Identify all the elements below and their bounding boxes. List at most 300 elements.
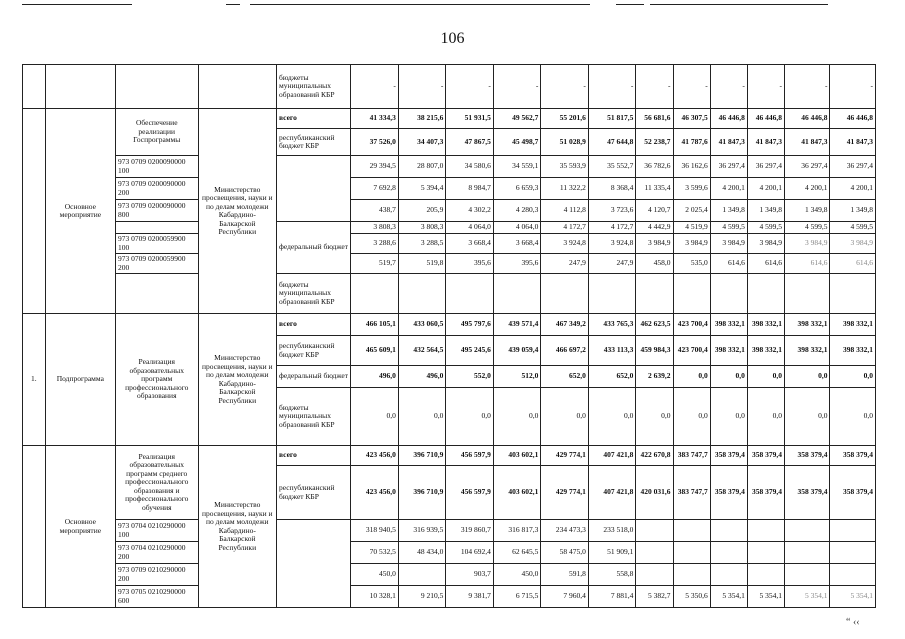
value-cell: 358 379,4 [747,446,784,466]
value-cell: 1 349,8 [747,200,784,222]
value-cell: 535,0 [673,254,710,274]
value-cell [747,542,784,564]
value-cell [747,520,784,542]
value-cell: - [785,65,830,109]
value-cell: 36 297,4 [785,156,830,178]
row-title: Реализация образовательных программ профессионального образования [115,314,198,446]
source-label: бюджеты муниципальных образований КБР [277,274,351,314]
value-cell: 51 909,1 [588,542,636,564]
cell [198,65,276,109]
value-cell: 423 700,4 [673,314,710,336]
value-cell [785,520,830,542]
value-cell: 396 710,9 [398,446,446,466]
budget-code: 973 0704 0210290000 100 [115,520,198,542]
value-cell: 439 571,4 [493,314,541,336]
value-cell: 3 723,6 [588,200,636,222]
source-label: республиканский бюджет КБР [277,336,351,366]
value-cell: 465 609,1 [351,336,399,366]
value-cell: 429 774,1 [541,446,589,466]
source-label: бюджеты муниципальных образований КБР [277,388,351,446]
value-cell: - [541,65,589,109]
source-label: федеральный бюджет [277,222,351,274]
value-cell: 56 681,6 [636,109,673,129]
value-cell: 36 297,4 [710,156,747,178]
value-cell: 28 807,0 [398,156,446,178]
table-row [23,234,876,254]
value-cell: 38 215,6 [398,109,446,129]
value-cell: 423 700,4 [673,336,710,366]
value-cell: 3 984,9 [785,234,830,254]
value-cell: 1 349,8 [710,200,747,222]
value-cell: 3 808,3 [351,222,399,234]
value-cell: 423 456,0 [351,466,399,520]
executor: Министерство просвещения, науки и по делам молодежи Кабардино-Балкарской Республики [198,446,276,608]
value-cell: 395,6 [446,254,494,274]
value-cell: 29 394,5 [351,156,399,178]
budget-code: 973 0709 0210290000 200 [115,564,198,586]
value-cell: 36 782,6 [636,156,673,178]
value-cell: 2 025,4 [673,200,710,222]
value-cell: 4 519,9 [673,222,710,234]
source-label: федеральный бюджет [277,366,351,388]
value-cell: 3 924,8 [588,234,636,254]
value-cell: 52 238,7 [636,129,673,156]
value-cell: 450,0 [493,564,541,586]
value-cell: 0,0 [636,388,673,446]
budget-code: 973 0709 0200090000 200 [115,178,198,200]
value-cell: 4 599,5 [710,222,747,234]
value-cell [830,542,876,564]
value-cell: 358 379,4 [830,466,876,520]
value-cell: 358 379,4 [830,446,876,466]
value-cell: 395,6 [493,254,541,274]
value-cell: 6 659,3 [493,178,541,200]
value-cell: 433 765,3 [588,314,636,336]
value-cell: 358 379,4 [747,466,784,520]
value-cell: 0,0 [541,388,589,446]
cell [115,274,198,314]
value-cell: 4 120,7 [636,200,673,222]
value-cell: 614,6 [830,254,876,274]
value-cell: 3 288,6 [351,234,399,254]
value-cell [710,542,747,564]
value-cell: 407 421,8 [588,466,636,520]
value-cell: 46 446,8 [830,109,876,129]
cell [747,274,784,314]
value-cell: 495 245,6 [446,336,494,366]
value-cell: 8 368,4 [588,178,636,200]
value-cell: 3 668,4 [493,234,541,254]
value-cell: - [673,65,710,109]
value-cell: 614,6 [747,254,784,274]
cell [830,274,876,314]
value-cell: 519,8 [398,254,446,274]
value-cell: 0,0 [747,388,784,446]
cell [785,274,830,314]
table-row [23,314,876,336]
value-cell: 495 797,6 [446,314,494,336]
value-cell: 432 564,5 [398,336,446,366]
row-title: Реализация образовательных программ среднего профессионального образования и профессионального обучения [115,446,198,520]
value-cell: 652,0 [541,366,589,388]
value-cell: 7 960,4 [541,586,589,608]
value-cell: 11 322,2 [541,178,589,200]
value-cell: 49 562,7 [493,109,541,129]
value-cell: 6 715,5 [493,586,541,608]
cell [45,65,115,109]
value-cell: 4 302,2 [446,200,494,222]
value-cell: 552,0 [446,366,494,388]
budget-code: 973 0705 0210290000 600 [115,586,198,608]
value-cell: 438,7 [351,200,399,222]
value-cell: 10 328,1 [351,586,399,608]
value-cell: 7 881,4 [588,586,636,608]
value-cell: - [446,65,494,109]
value-cell: 0,0 [785,366,830,388]
value-cell [636,520,673,542]
section-b [23,314,876,446]
value-cell: 398 332,1 [747,336,784,366]
source-label: республиканский бюджет КБР [277,129,351,156]
value-cell: 51 817,5 [588,109,636,129]
value-cell: 36 297,4 [830,156,876,178]
value-cell: 70 532,5 [351,542,399,564]
value-cell: 3 808,3 [398,222,446,234]
value-cell: 398 332,1 [710,314,747,336]
value-cell: 46 446,8 [747,109,784,129]
value-cell: 403 602,1 [493,446,541,466]
value-cell: 558,8 [588,564,636,586]
value-cell: 316 817,3 [493,520,541,542]
value-cell: 398 332,1 [785,336,830,366]
table-row [23,178,876,200]
value-cell: 51 931,5 [446,109,494,129]
value-cell: 4 172,7 [541,222,589,234]
section-a [23,65,876,314]
header-rule-right-b [650,4,828,5]
value-cell: 4 172,7 [588,222,636,234]
value-cell [673,542,710,564]
value-cell: 0,0 [830,366,876,388]
value-cell: 48 434,0 [398,542,446,564]
value-cell: 0,0 [588,388,636,446]
value-cell: 233 518,0 [588,520,636,542]
value-cell: 433 060,5 [398,314,446,336]
value-cell: - [351,65,399,109]
value-cell: 247,9 [588,254,636,274]
value-cell: 591,8 [541,564,589,586]
cell [398,274,446,314]
value-cell: 466 105,1 [351,314,399,336]
value-cell: 614,6 [785,254,830,274]
budget-code: 973 0709 0200059900 200 [115,254,198,274]
value-cell: 4 599,5 [830,222,876,234]
table-row [23,156,876,178]
table-row [23,109,876,129]
value-cell: 358 379,4 [785,466,830,520]
value-cell: 2 639,2 [636,366,673,388]
value-cell: 398 332,1 [830,314,876,336]
cell [588,274,636,314]
value-cell: 8 984,7 [446,178,494,200]
value-cell [830,520,876,542]
table-row [23,254,876,274]
value-cell: 422 670,8 [636,446,673,466]
source-label: всего [277,446,351,466]
cell [115,65,198,109]
value-cell: - [830,65,876,109]
value-cell: 466 697,2 [541,336,589,366]
source-label: всего [277,314,351,336]
value-cell: 7 692,8 [351,178,399,200]
header-rule-mid-b [250,4,590,5]
value-cell: 205,9 [398,200,446,222]
value-cell [636,564,673,586]
row-type: Подпрограмма [45,314,115,446]
value-cell: 398 332,1 [785,314,830,336]
cell [23,109,46,314]
table-row [23,274,876,314]
value-cell: 3 984,9 [636,234,673,254]
value-cell: - [398,65,446,109]
value-cell: - [710,65,747,109]
value-cell: 429 774,1 [541,466,589,520]
value-cell: - [747,65,784,109]
value-cell: 4 200,1 [785,178,830,200]
value-cell [747,564,784,586]
cell [636,274,673,314]
executor: Министерство просвещения, науки и по делам молодежи Кабардино-Балкарской Республики [198,109,276,314]
value-cell: 458,0 [636,254,673,274]
value-cell: 0,0 [710,388,747,446]
value-cell: 37 526,0 [351,129,399,156]
budget-table [22,64,876,608]
table-row [23,65,876,109]
value-cell: 0,0 [710,366,747,388]
value-cell: 46 446,8 [710,109,747,129]
value-cell: 35 552,7 [588,156,636,178]
value-cell: 3 984,9 [747,234,784,254]
value-cell: 0,0 [351,388,399,446]
value-cell: 5 354,1 [830,586,876,608]
value-cell: 4 200,1 [747,178,784,200]
cell [277,156,351,222]
value-cell: 433 113,3 [588,336,636,366]
table-row [23,520,876,542]
value-cell: 4 599,5 [747,222,784,234]
value-cell: 104 692,4 [446,542,494,564]
value-cell: 247,9 [541,254,589,274]
value-cell: 5 394,4 [398,178,446,200]
table-row [23,222,876,234]
value-cell: 316 939,5 [398,520,446,542]
cell [446,274,494,314]
value-cell: 519,7 [351,254,399,274]
value-cell [785,564,830,586]
value-cell: 383 747,7 [673,446,710,466]
value-cell: 398 332,1 [710,336,747,366]
value-cell: 3 599,6 [673,178,710,200]
value-cell: 3 984,9 [710,234,747,254]
value-cell: 903,7 [446,564,494,586]
value-cell: 459 984,3 [636,336,673,366]
value-cell: 512,0 [493,366,541,388]
value-cell: 467 349,2 [541,314,589,336]
value-cell: 4 280,3 [493,200,541,222]
value-cell: 439 059,4 [493,336,541,366]
value-cell: 396 710,9 [398,466,446,520]
value-cell: 9 210,5 [398,586,446,608]
value-cell: 4 599,5 [785,222,830,234]
value-cell: 462 623,5 [636,314,673,336]
table-row [23,564,876,586]
value-cell: 652,0 [588,366,636,388]
value-cell: 35 593,9 [541,156,589,178]
value-cell: 450,0 [351,564,399,586]
value-cell [710,520,747,542]
value-cell: - [493,65,541,109]
cell [23,446,46,608]
value-cell: 45 498,7 [493,129,541,156]
value-cell: 407 421,8 [588,446,636,466]
value-cell: 3 668,4 [446,234,494,254]
budget-code: 973 0709 0200059900 100 [115,234,198,254]
header-rule-mid-a [226,4,240,5]
cell [541,274,589,314]
value-cell: 0,0 [830,388,876,446]
value-cell: 36 162,6 [673,156,710,178]
value-cell: 4 064,0 [493,222,541,234]
value-cell: 3 288,5 [398,234,446,254]
value-cell: 5 354,1 [747,586,784,608]
table-row [23,200,876,222]
value-cell: 358 379,4 [710,466,747,520]
value-cell: 55 201,6 [541,109,589,129]
table-row [23,586,876,608]
value-cell: 456 597,9 [446,466,494,520]
table-row [23,446,876,466]
cell [351,274,399,314]
value-cell [636,542,673,564]
value-cell: - [588,65,636,109]
value-cell: 496,0 [398,366,446,388]
value-cell: 0,0 [493,388,541,446]
value-cell: 41 847,3 [747,129,784,156]
value-cell: 3 924,8 [541,234,589,254]
value-cell: 0,0 [747,366,784,388]
value-cell: 4 200,1 [830,178,876,200]
value-cell: 358 379,4 [710,446,747,466]
value-cell: 41 334,3 [351,109,399,129]
value-cell: 5 382,7 [636,586,673,608]
executor: Министерство просвещения, науки и по делам молодежи Кабардино-Балкарской Республики [198,314,276,446]
row-title: Обеспечение реализации Госпрограммы [115,109,198,156]
page-number: 106 [440,30,465,47]
value-cell [710,564,747,586]
value-cell [673,564,710,586]
value-cell: 4 442,9 [636,222,673,234]
row-type: Основное мероприятие [45,109,115,314]
value-cell: 41 787,6 [673,129,710,156]
source-label: бюджеты муниципальных образований КБР [277,65,351,109]
value-cell: 5 354,1 [785,586,830,608]
row-number: 1. [23,314,46,446]
section-c [23,446,876,608]
value-cell: 4 200,1 [710,178,747,200]
cell [673,274,710,314]
value-cell: 46 307,5 [673,109,710,129]
value-cell: 41 847,3 [830,129,876,156]
value-cell: 383 747,7 [673,466,710,520]
value-cell: 0,0 [673,388,710,446]
value-cell [398,564,446,586]
value-cell: 319 860,7 [446,520,494,542]
value-cell: 234 473,3 [541,520,589,542]
value-cell [673,520,710,542]
value-cell: 47 867,5 [446,129,494,156]
budget-code: 973 0709 0200090000 100 [115,156,198,178]
value-cell: 0,0 [673,366,710,388]
value-cell: 1 349,8 [785,200,830,222]
value-cell [830,564,876,586]
value-cell: 5 350,6 [673,586,710,608]
table-row [23,542,876,564]
value-cell: 4 064,0 [446,222,494,234]
value-cell: 11 335,4 [636,178,673,200]
cell [115,222,198,234]
header-rule-right-a [616,4,644,5]
value-cell: 398 332,1 [747,314,784,336]
value-cell: 456 597,9 [446,446,494,466]
value-cell: 0,0 [446,388,494,446]
value-cell: 41 847,3 [785,129,830,156]
value-cell: 4 112,8 [541,200,589,222]
budget-code: 973 0704 0210290000 200 [115,542,198,564]
cell [277,520,351,608]
value-cell: 614,6 [710,254,747,274]
value-cell: 423 456,0 [351,446,399,466]
value-cell: 403 602,1 [493,466,541,520]
value-cell: 47 644,8 [588,129,636,156]
value-cell: 58 475,0 [541,542,589,564]
value-cell: 34 580,6 [446,156,494,178]
header-rule-left [22,4,132,5]
value-cell: 62 645,5 [493,542,541,564]
value-cell: 0,0 [398,388,446,446]
value-cell: 5 354,1 [710,586,747,608]
value-cell: 51 028,9 [541,129,589,156]
value-cell [785,542,830,564]
value-cell: 34 407,3 [398,129,446,156]
value-cell: 41 847,3 [710,129,747,156]
value-cell: 46 446,8 [785,109,830,129]
source-label: всего [277,109,351,129]
value-cell: 3 984,9 [673,234,710,254]
value-cell: - [636,65,673,109]
cell [493,274,541,314]
value-cell: 1 349,8 [830,200,876,222]
value-cell: 318 940,5 [351,520,399,542]
source-label: республиканский бюджет КБР [277,466,351,520]
value-cell: 420 031,6 [636,466,673,520]
value-cell: 496,0 [351,366,399,388]
value-cell: 36 297,4 [747,156,784,178]
value-cell: 358 379,4 [785,446,830,466]
footer-mark: “ ‹‹ [846,617,860,628]
row-type: Основное мероприятие [45,446,115,608]
cell [710,274,747,314]
value-cell: 3 984,9 [830,234,876,254]
